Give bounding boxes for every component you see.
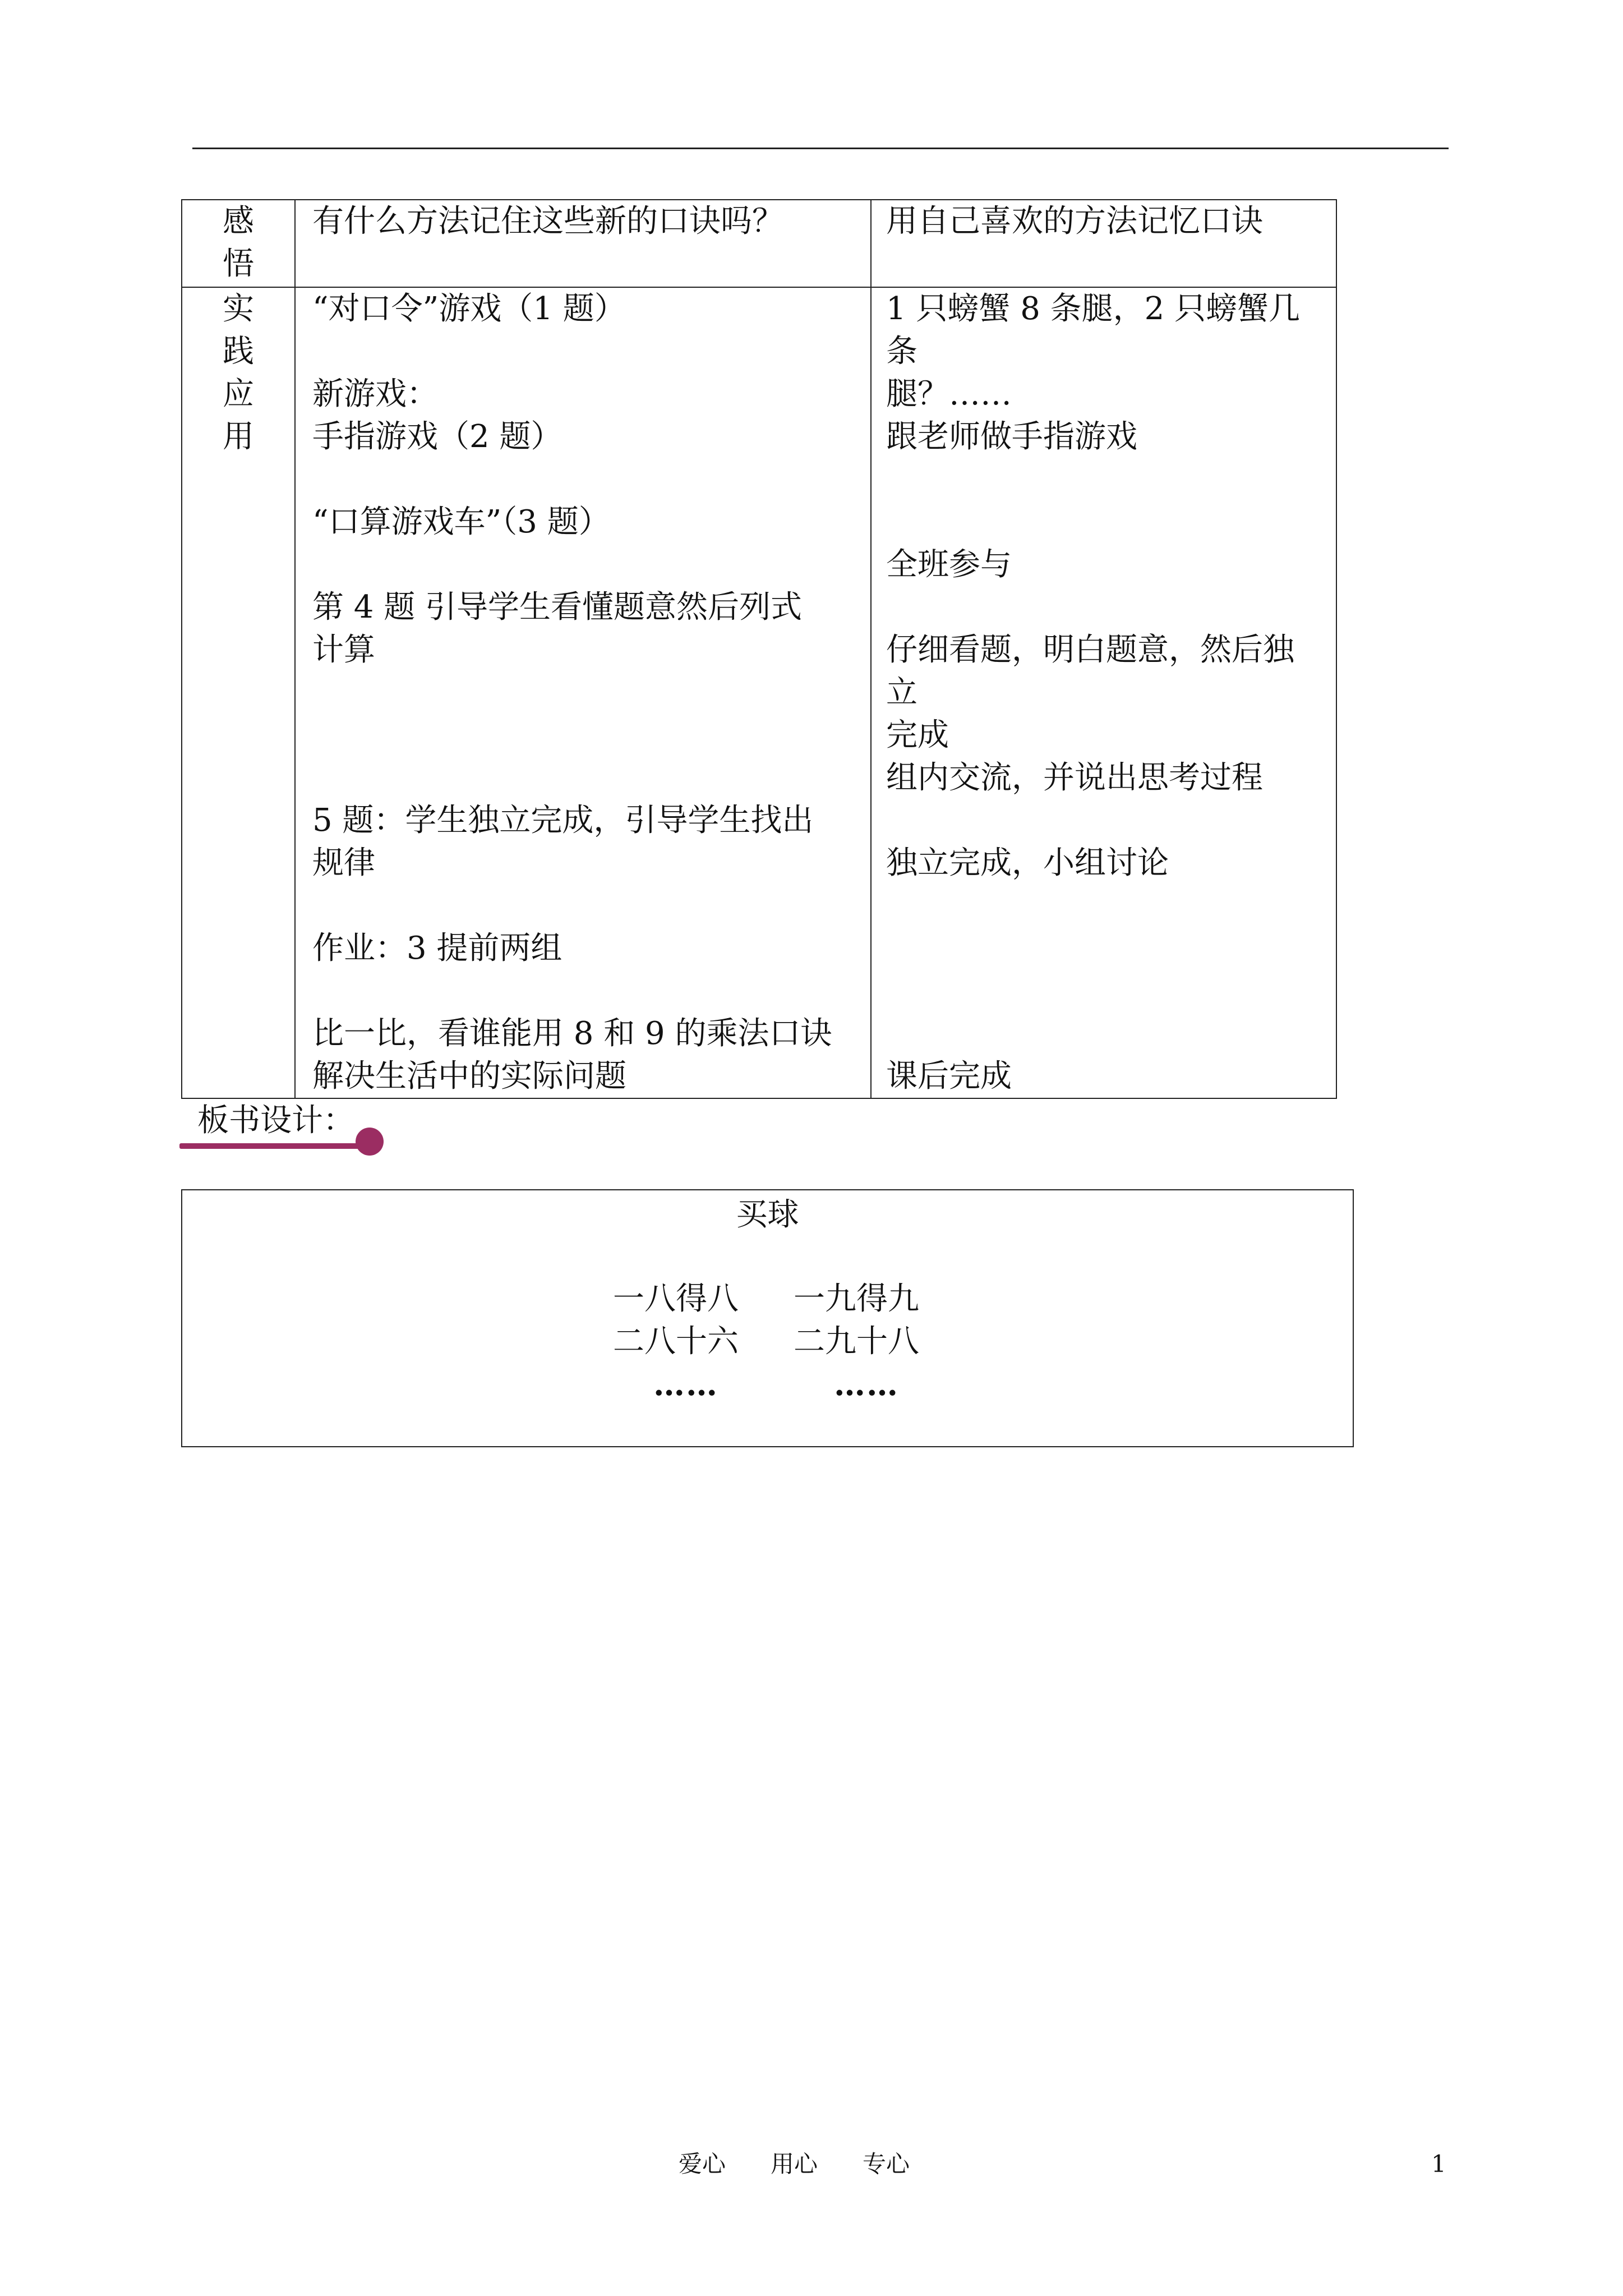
stage-char: 悟 bbox=[223, 246, 254, 282]
student-line: 仔细看题，明白题意，然后独立 bbox=[886, 632, 1294, 711]
student-line: 完成 bbox=[886, 717, 949, 753]
board-design-label: 板书设计： bbox=[197, 1102, 354, 1139]
teacher-line bbox=[312, 714, 859, 757]
stage-cell bbox=[182, 200, 295, 287]
stage-char: 感 bbox=[223, 203, 254, 240]
board-rhyme: 二八十六 bbox=[613, 1323, 739, 1360]
teacher-line: 5 题：学生独立完成，引导学生找出 bbox=[312, 802, 814, 839]
board-ellipsis: …… bbox=[653, 1366, 718, 1403]
teacher-line bbox=[312, 544, 859, 586]
teacher-line: 作业：3 提前两组 bbox=[312, 930, 562, 967]
teacher-line: 比一比，看谁能用 8 和 9 的乘法口诀 bbox=[312, 1015, 832, 1052]
teacher-line: “口算游戏车”（3 题） bbox=[312, 504, 610, 540]
teacher-line: 规律 bbox=[312, 845, 375, 881]
teacher-line bbox=[312, 671, 859, 714]
stage-char: 应 bbox=[223, 376, 254, 412]
student-line bbox=[886, 927, 1325, 970]
slogan-word: 专心 bbox=[863, 2150, 910, 2178]
table-row bbox=[182, 287, 1336, 1098]
board-title: 买球 bbox=[736, 1197, 799, 1233]
board-rhyme: 一八得八 bbox=[613, 1281, 739, 1317]
board-ellipsis: …… bbox=[834, 1366, 899, 1403]
slogan-word: 用心 bbox=[771, 2150, 818, 2178]
student-line: 跟老师做手指游戏 bbox=[886, 418, 1137, 455]
student-line: 用自己喜欢的方法记忆口诀 bbox=[886, 203, 1263, 240]
student-line bbox=[886, 1013, 1325, 1055]
table-row bbox=[182, 200, 1336, 287]
board-rhyme: 一九得九 bbox=[794, 1281, 919, 1317]
stage-char: 实 bbox=[223, 291, 254, 327]
student-line bbox=[886, 586, 1325, 629]
board-column-nine bbox=[794, 1278, 919, 1406]
header-rule bbox=[192, 148, 1449, 149]
teacher-line bbox=[312, 330, 859, 373]
teacher-line bbox=[312, 885, 859, 927]
student-line bbox=[886, 885, 1325, 927]
student-line: 独立完成，小组讨论 bbox=[886, 845, 1169, 881]
stage-char: 用 bbox=[223, 418, 254, 455]
teacher-line bbox=[312, 458, 859, 501]
student-line: 组内交流，并说出思考过程 bbox=[886, 760, 1263, 796]
lesson-table bbox=[181, 199, 1337, 1099]
teacher-line: 新游戏： bbox=[312, 376, 438, 412]
student-line: 1 只螃蟹 8 条腿，2 只螃蟹几条 bbox=[886, 291, 1301, 370]
page-number: 1 bbox=[1431, 2150, 1446, 2178]
student-line bbox=[886, 458, 1325, 501]
slogan-word: 爱心 bbox=[679, 2150, 726, 2178]
teacher-activity-cell bbox=[295, 200, 871, 287]
student-line bbox=[886, 501, 1325, 544]
teacher-line bbox=[312, 970, 859, 1013]
teacher-line: 有什么方法记住这些新的口诀吗？ bbox=[312, 203, 783, 240]
student-activity-cell bbox=[871, 200, 1336, 287]
teacher-line: 计算 bbox=[312, 632, 375, 668]
teacher-line bbox=[312, 757, 859, 799]
student-line: 全班参与 bbox=[886, 546, 1012, 583]
blackboard-design-box bbox=[181, 1189, 1354, 1447]
stage-char: 践 bbox=[223, 333, 254, 370]
board-rhyme: 二九十八 bbox=[794, 1323, 919, 1360]
student-line bbox=[886, 970, 1325, 1013]
student-activity-cell bbox=[871, 287, 1336, 1098]
stage-cell bbox=[182, 287, 295, 1098]
teacher-activity-cell bbox=[295, 287, 871, 1098]
teacher-line: 第 4 题 引导学生看懂题意然后列式 bbox=[312, 589, 803, 625]
student-line: 腿？…… bbox=[886, 376, 1012, 412]
student-line bbox=[886, 799, 1325, 842]
board-label-dot-icon bbox=[356, 1128, 384, 1156]
board-label-underline bbox=[179, 1143, 365, 1149]
teacher-line: “对口令”游戏（1 题） bbox=[312, 291, 626, 327]
board-column-eight bbox=[613, 1278, 739, 1406]
student-line: 课后完成 bbox=[886, 1058, 1012, 1094]
teacher-line: 手指游戏（2 题） bbox=[312, 418, 562, 455]
teacher-line: 解决生活中的实际问题 bbox=[312, 1058, 626, 1094]
footer-slogan bbox=[679, 2148, 955, 2180]
